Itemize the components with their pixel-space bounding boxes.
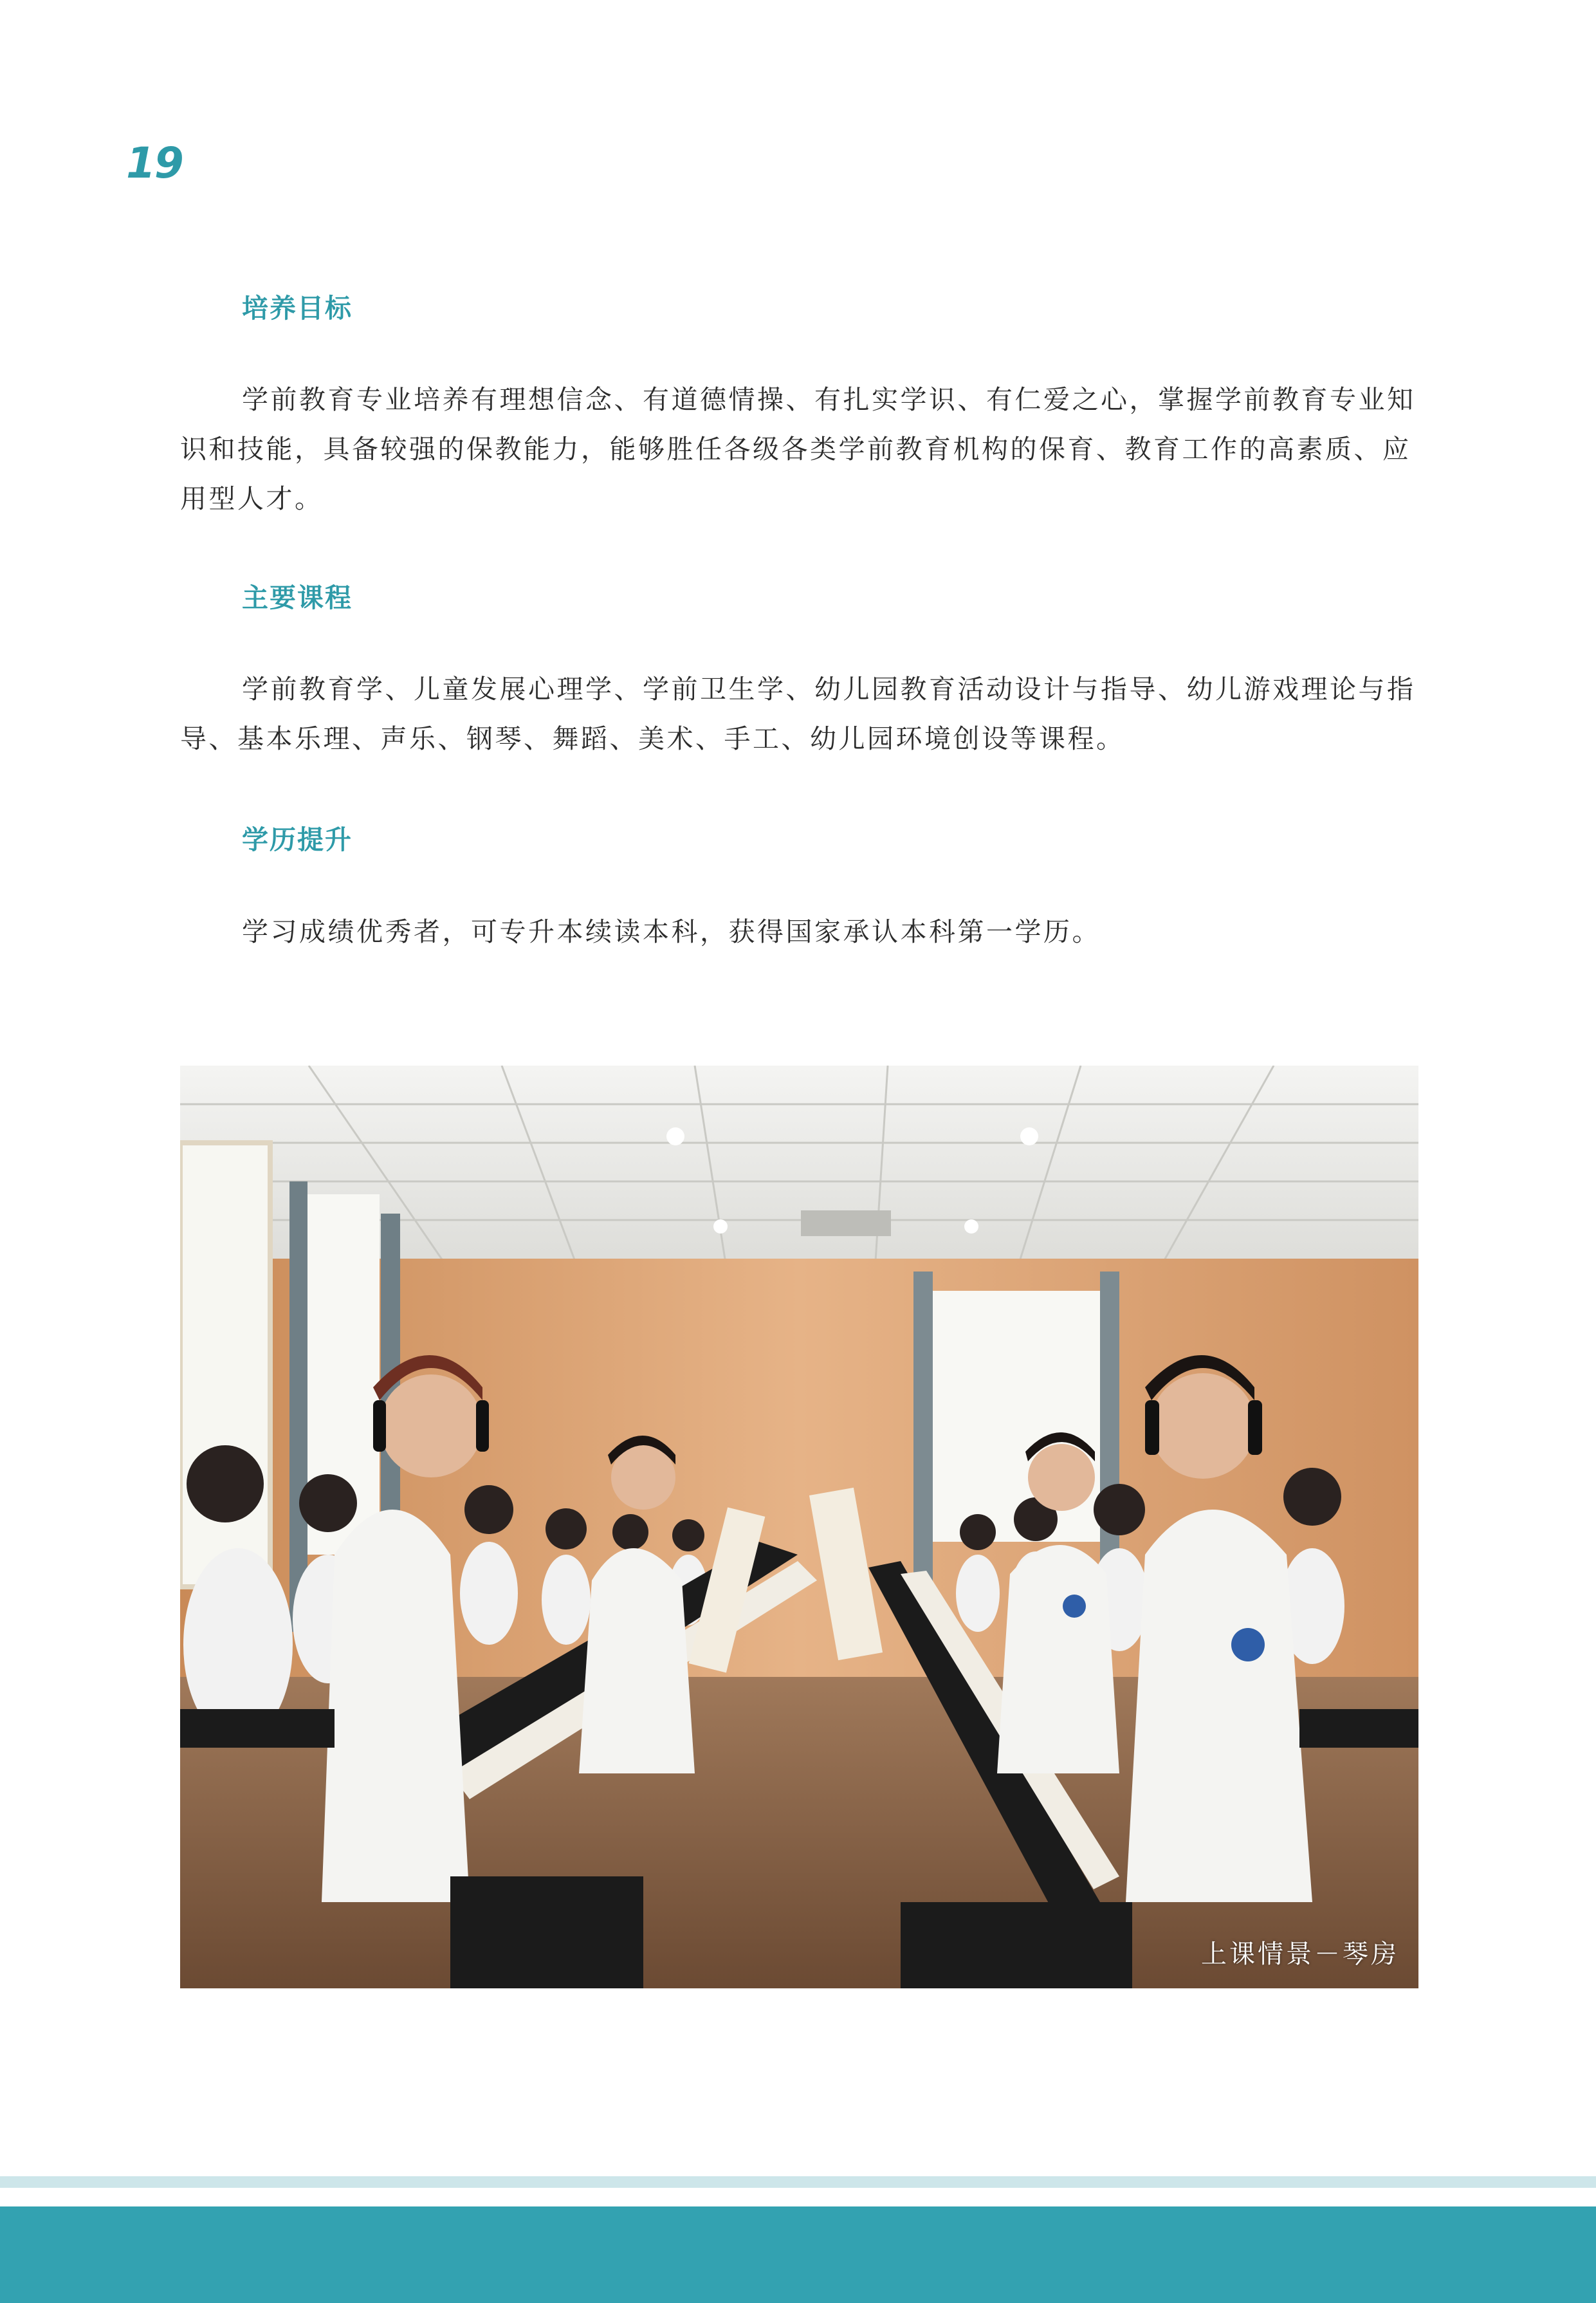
heading-training-goal: 培养目标 [242, 293, 353, 324]
footer-band [0, 2206, 1596, 2303]
paragraph-main-courses: 学前教育学、儿童发展心理学、学前卫生学、幼儿园教育活动设计与指导、幼儿游戏理论与指导、基本乐理、声乐、钢琴、舞蹈、美术、手工、幼儿园环境创设等课程。 [180, 674, 1416, 754]
heading-main-courses: 主要课程 [242, 582, 353, 613]
page-number: 19 [126, 138, 183, 188]
heading-degree-upgrade: 学历提升 [242, 824, 353, 855]
paragraph-degree-upgrade: 学习成绩优秀者，可专升本续读本科，获得国家承认本科第一学历。 [242, 916, 1101, 947]
classroom-piano-photo [180, 1066, 1418, 1988]
footer-stripe [0, 2176, 1596, 2188]
piano-room-illustration [180, 1066, 1418, 1988]
paragraph-training-goal: 学前教育专业培养有理想信念、有道德情操、有扎实学识、有仁爱之心，掌握学前教育专业知识和技能，具备较强的保教能力，能够胜任各级各类学前教育机构的保育、教育工作的高素质、应用型人才。 [180, 384, 1416, 514]
photo-caption: 上课情景－琴房 [1201, 1939, 1399, 1969]
